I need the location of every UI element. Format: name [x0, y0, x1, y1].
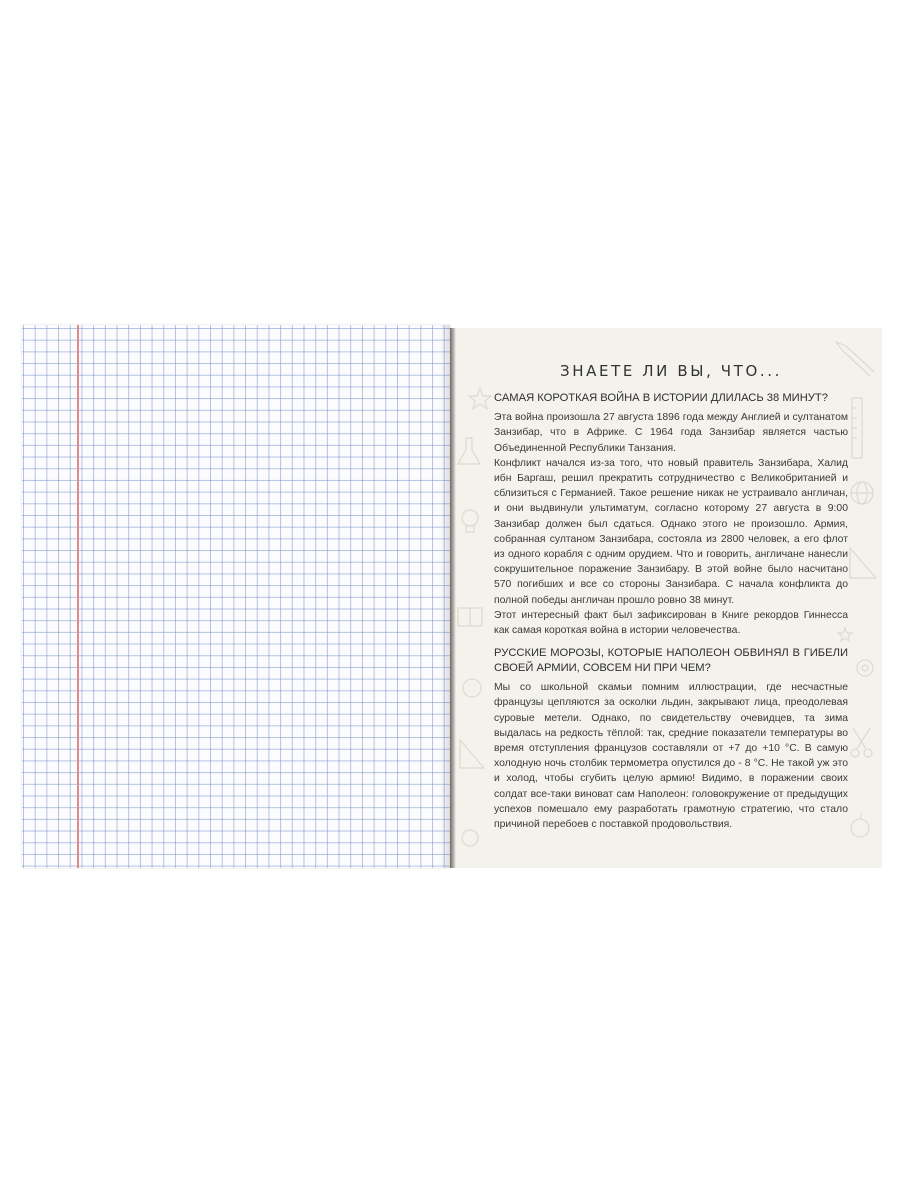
scissors-doodle-icon	[851, 728, 872, 757]
notebook-grid-page	[22, 325, 450, 868]
globe-doodle-icon	[851, 482, 873, 504]
lightbulb-doodle-icon	[462, 510, 478, 532]
section1-paragraph-2: Конфликт начался из-за того, что новый правитель Занзибара, Халид ибн Баргаш, решил прекратить сотрудничество с Великобританией и сблизиться с Германией. Такое решение никак не устраивало англичан, и они выдвинули ультиматум, согласно которому 27 августа в 9:00 Занзибар должен был сдаться. Однако этого не произошло. Армия, собранная султаном Занзибара, состояла из 2800 человек, а его флот из одного корабля с одним орудием. Что и говорить, англичане нанесли сокрушительное поражение Занзибару. В этой войне было насчитано 570 погибших и все со стороны Занзибара. С начала конфликта до полной победы англичан прошло ровно 38 минут.	[494, 457, 848, 606]
article-content	[494, 358, 848, 832]
ruler-doodle-icon	[852, 398, 862, 458]
printed-facts-page	[450, 328, 882, 868]
section1-paragraph-1: Эта война произошла 27 августа 1896 года между Англией и султанатом Занзибар, что в Африке. С 1964 года Занзибар является частью Объединенной Республики Танзания.	[494, 412, 848, 454]
book-doodle-icon	[458, 608, 482, 626]
section2-heading: РУССКИЕ МОРОЗЫ, КОТОРЫЕ НАПОЛЕОН ОБВИНЯЛ В ГИБЕЛИ СВОЕЙ АРМИИ, СОВСЕМ НИ ПРИ ЧЕМ?	[494, 647, 848, 675]
flask-doodle-icon	[458, 438, 480, 464]
page-spine-shadow	[440, 325, 450, 868]
section1-heading: САМАЯ КОРОТКАЯ ВОЙНА В ИСТОРИИ ДЛИЛАСЬ 38 МИНУТ?	[494, 392, 828, 405]
page-spine	[450, 328, 456, 868]
section1-paragraph-3: Этот интересный факт был зафиксирован в Книге рекордов Гиннесса как самая короткая война в истории человечества.	[494, 609, 848, 637]
red-margin-line	[77, 325, 79, 868]
section2-paragraph-1: Мы со школьной скамьи помним иллюстрации, где несчастные французы цепляются за осколки льдин, закрывают лица, преодолевая суровые метели. Однако, по свидетельству очевидцев, та зима выдалась на редкость тёплой: так, средние показатели температуры во время отступления французов составляли от +7 до +10 °С. В самую холодную ночь столбик термометра опустился до - 8 °С. Не такой уж это и холод, чтобы сгубить целую армию! Видимо, в поражении своих солдат все-таки виноват сам Наполеон: головокружение от предыдущих успехов помешало ему разработать грамотную стратегию, что стало причиной перебоев с поставкой продовольствия.	[494, 682, 848, 831]
page-title: ЗНАЕТЕ ЛИ ВЫ, ЧТО...	[560, 362, 782, 380]
